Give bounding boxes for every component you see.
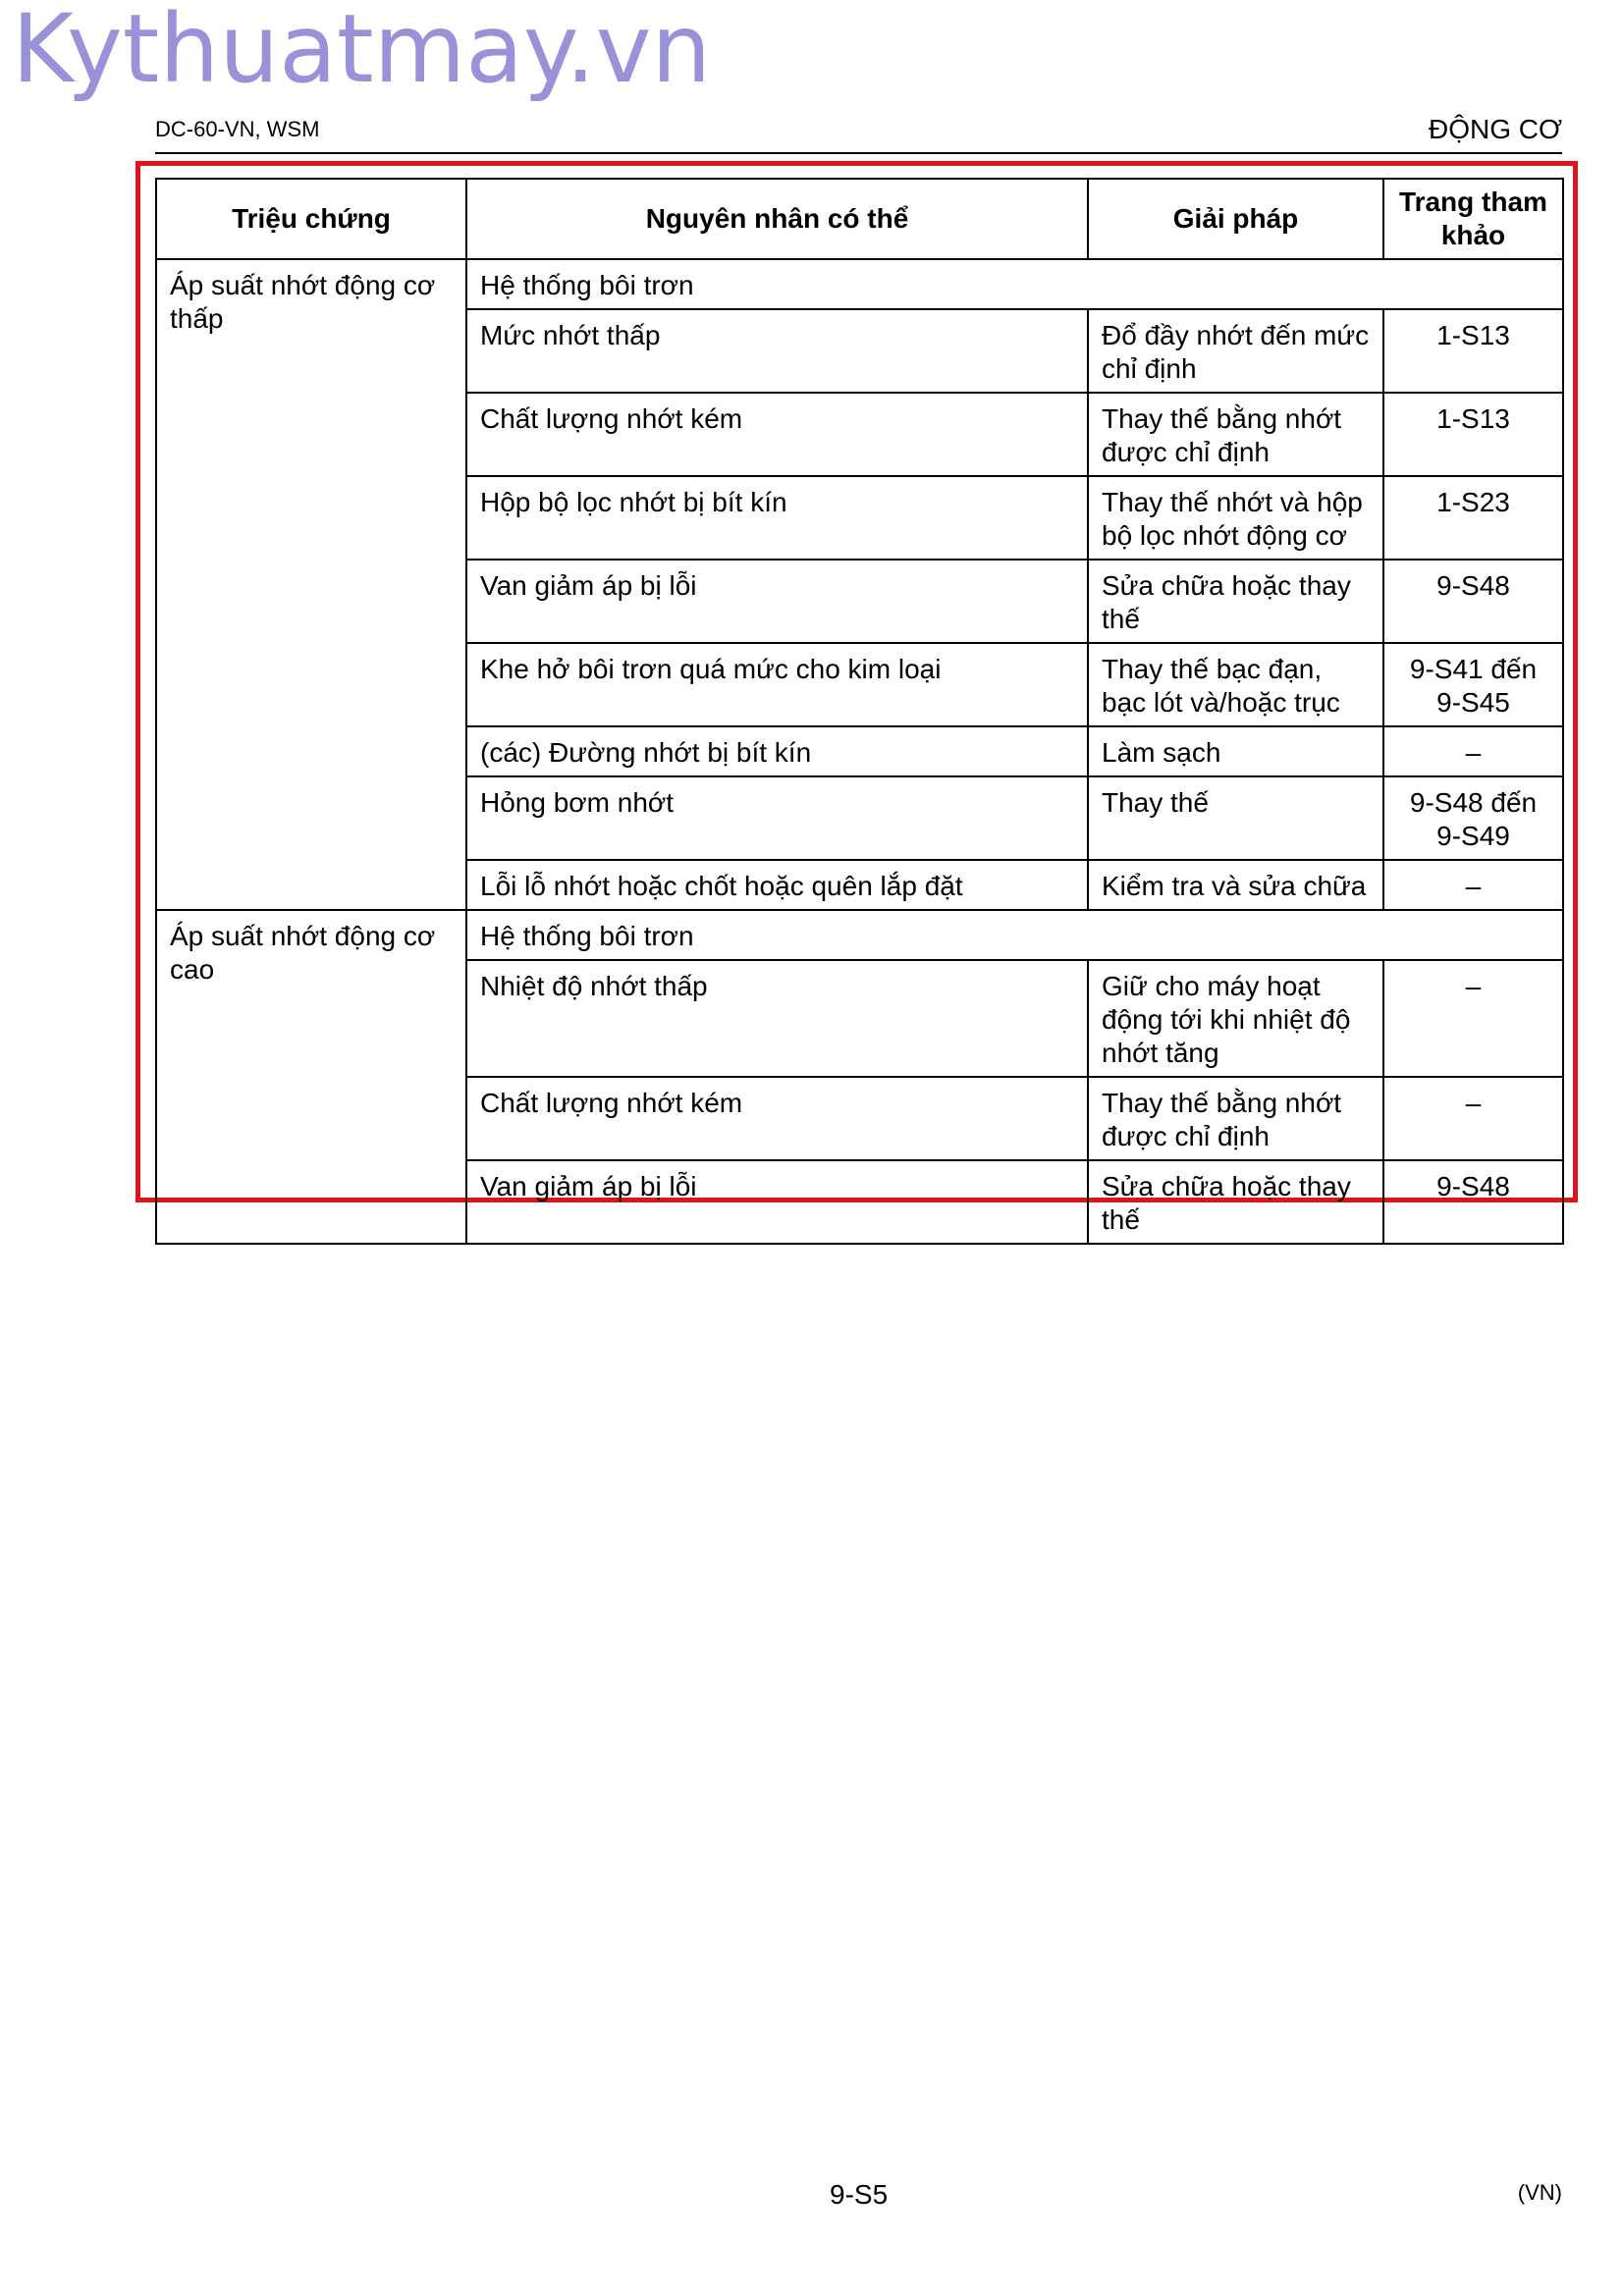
col-header-reference: Trang tham khảo xyxy=(1383,179,1563,259)
page-number: 9-S5 xyxy=(830,2179,889,2210)
solution-cell: Đổ đầy nhớt đến mức chỉ định xyxy=(1088,309,1383,393)
header-divider xyxy=(155,152,1562,154)
solution-cell: Thay thế bạc đạn, bạc lót và/hoặc trục xyxy=(1088,643,1383,726)
reference-cell: 1-S13 xyxy=(1383,309,1563,393)
reference-cell: 9-S41 đến 9-S45 xyxy=(1383,643,1563,726)
col-header-solution: Giải pháp xyxy=(1088,179,1383,259)
watermark-logo: Kythuatmay.vn xyxy=(12,0,712,104)
cause-cell: Hỏng bơm nhớt xyxy=(466,776,1088,860)
reference-cell: 1-S13 xyxy=(1383,393,1563,476)
cause-cell: Chất lượng nhớt kém xyxy=(466,393,1088,476)
cause-cell: (các) Đường nhớt bị bít kín xyxy=(466,726,1088,776)
cause-cell: Nhiệt độ nhớt thấp xyxy=(466,960,1088,1077)
solution-cell: Thay thế bằng nhớt được chỉ định xyxy=(1088,393,1383,476)
reference-cell: – xyxy=(1383,1077,1563,1160)
cause-cell: Mức nhớt thấp xyxy=(466,309,1088,393)
troubleshooting-table xyxy=(155,178,1564,1245)
solution-cell: Sửa chữa hoặc thay thế xyxy=(1088,560,1383,643)
solution-cell: Thay thế bằng nhớt được chỉ định xyxy=(1088,1077,1383,1160)
reference-cell: 9-S48 xyxy=(1383,560,1563,643)
cause-cell: Van giảm áp bị lỗi xyxy=(466,560,1088,643)
document-code: DC-60-VN, WSM xyxy=(155,117,320,141)
solution-cell: Thay thế xyxy=(1088,776,1383,860)
table-header-row xyxy=(156,179,1563,259)
reference-cell: 9-S48 đến 9-S49 xyxy=(1383,776,1563,860)
reference-cell: – xyxy=(1383,726,1563,776)
reference-cell: – xyxy=(1383,860,1563,910)
cause-cell: Van giảm áp bị lỗi xyxy=(466,1160,1088,1244)
solution-cell: Làm sạch xyxy=(1088,726,1383,776)
system-cell: Hệ thống bôi trơn xyxy=(466,910,1563,960)
reference-cell: – xyxy=(1383,960,1563,1077)
reference-cell: 9-S48 xyxy=(1383,1160,1563,1244)
table-row xyxy=(156,259,1563,309)
cause-cell: Hộp bộ lọc nhớt bị bít kín xyxy=(466,476,1088,560)
col-header-symptom: Triệu chứng xyxy=(156,179,466,259)
system-cell: Hệ thống bôi trơn xyxy=(466,259,1563,309)
reference-cell: 1-S23 xyxy=(1383,476,1563,560)
solution-cell: Thay thế nhớt và hộp bộ lọc nhớt động cơ xyxy=(1088,476,1383,560)
table-row xyxy=(156,910,1563,960)
solution-cell: Sửa chữa hoặc thay thế xyxy=(1088,1160,1383,1244)
symptom-cell: Áp suất nhớt động cơ thấp xyxy=(156,259,466,910)
solution-cell: Kiểm tra và sửa chữa xyxy=(1088,860,1383,910)
cause-cell: Lỗi lỗ nhớt hoặc chốt hoặc quên lắp đặt xyxy=(466,860,1088,910)
symptom-cell: Áp suất nhớt động cơ cao xyxy=(156,910,466,1244)
section-title: ĐỘNG CƠ xyxy=(1428,114,1562,144)
solution-cell: Giữ cho máy hoạt động tới khi nhiệt độ nhớt tăng xyxy=(1088,960,1383,1077)
language-code: (VN) xyxy=(1517,2180,1562,2205)
cause-cell: Chất lượng nhớt kém xyxy=(466,1077,1088,1160)
cause-cell: Khe hở bôi trơn quá mức cho kim loại xyxy=(466,643,1088,726)
col-header-cause: Nguyên nhân có thể xyxy=(466,179,1088,259)
